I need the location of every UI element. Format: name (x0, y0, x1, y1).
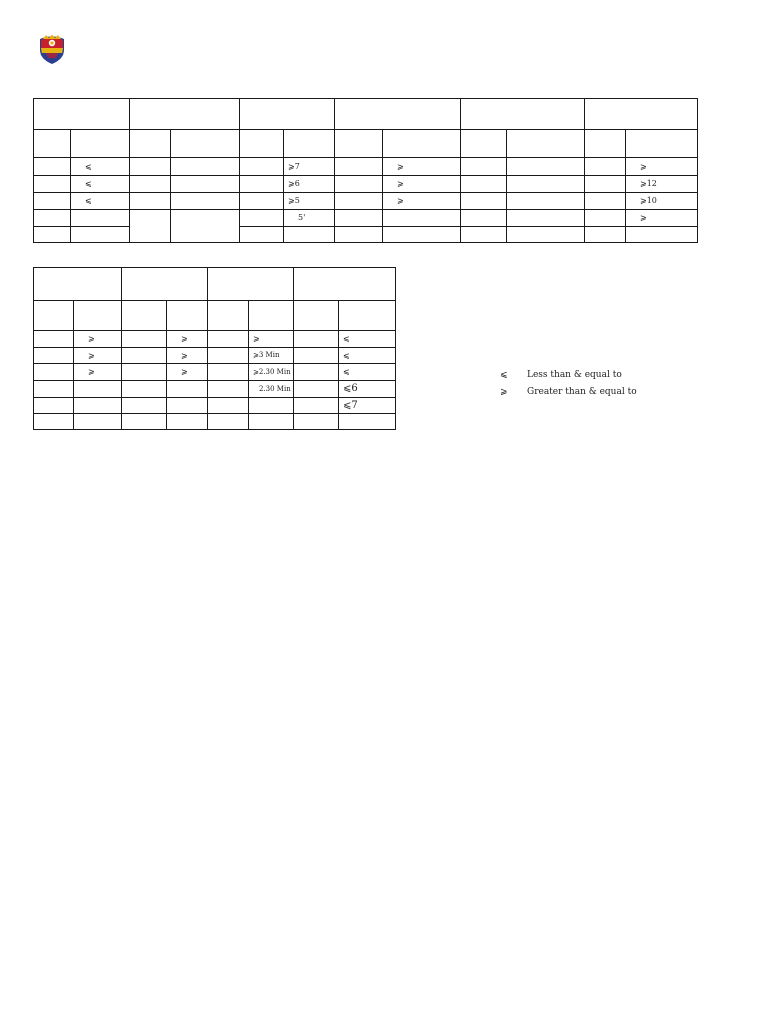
table2-header-row (34, 268, 396, 301)
table-row (34, 193, 698, 210)
standards-table-2 (33, 267, 396, 430)
table-cell: ⩾5 (284, 193, 335, 210)
legend-label: Greater than & equal to (527, 386, 637, 397)
table-row (34, 381, 396, 398)
less-than-equal-icon: ⩽ (500, 369, 508, 380)
table-cell: ⩾ (383, 176, 461, 193)
table-cell: ⩾ (249, 331, 294, 348)
legend-item-greater-equal (500, 383, 637, 400)
table-cell: ⩾ (74, 331, 122, 348)
table-cell: 2.30 Min (249, 381, 294, 398)
table-cell: 5' (284, 210, 335, 227)
table-cell: ⩾2.30 Min (249, 364, 294, 381)
table-cell: ⩾ (167, 331, 208, 348)
table1-header-row (34, 99, 698, 130)
table-cell: ⩽6 (339, 381, 396, 398)
greater-than-equal-icon: ⩾ (500, 386, 508, 397)
standards-table-1 (33, 98, 698, 243)
table-row (34, 210, 698, 227)
table-cell: ⩾ (626, 158, 698, 176)
table-row (34, 176, 698, 193)
table-cell: ⩾ (74, 364, 122, 381)
table-row (34, 414, 396, 430)
symbol-legend (500, 366, 637, 400)
table-cell: ⩾ (74, 348, 122, 364)
table-cell: ⩽ (339, 348, 396, 364)
emblem-logo (37, 33, 67, 65)
table-row (34, 364, 396, 381)
table-cell: ⩽ (339, 364, 396, 381)
table-cell: ⩽ (71, 193, 130, 210)
table1-subheader-row (34, 130, 698, 158)
table-cell: ⩾ (383, 158, 461, 176)
table-cell: ⩽ (71, 158, 130, 176)
table-row (34, 158, 698, 176)
table-row (34, 398, 396, 414)
table-cell: ⩾ (626, 210, 698, 227)
table-cell: ⩾ (383, 193, 461, 210)
table-cell: ⩽ (71, 176, 130, 193)
table-cell: ⩽7 (339, 398, 396, 414)
table-cell: ⩾12 (626, 176, 698, 193)
table-cell: ⩾10 (626, 193, 698, 210)
table-cell: ⩾6 (284, 176, 335, 193)
table-row (34, 348, 396, 364)
table2-subheader-row (34, 301, 396, 331)
table-cell: ⩽ (339, 331, 396, 348)
table-row (34, 331, 396, 348)
table-cell: ⩾ (167, 364, 208, 381)
legend-label: Less than & equal to (527, 369, 622, 380)
table-cell: ⩾3 Min (249, 348, 294, 364)
table-cell: ⩾ (167, 348, 208, 364)
table-cell: ⩾7 (284, 158, 335, 176)
legend-item-less-equal (500, 366, 637, 383)
